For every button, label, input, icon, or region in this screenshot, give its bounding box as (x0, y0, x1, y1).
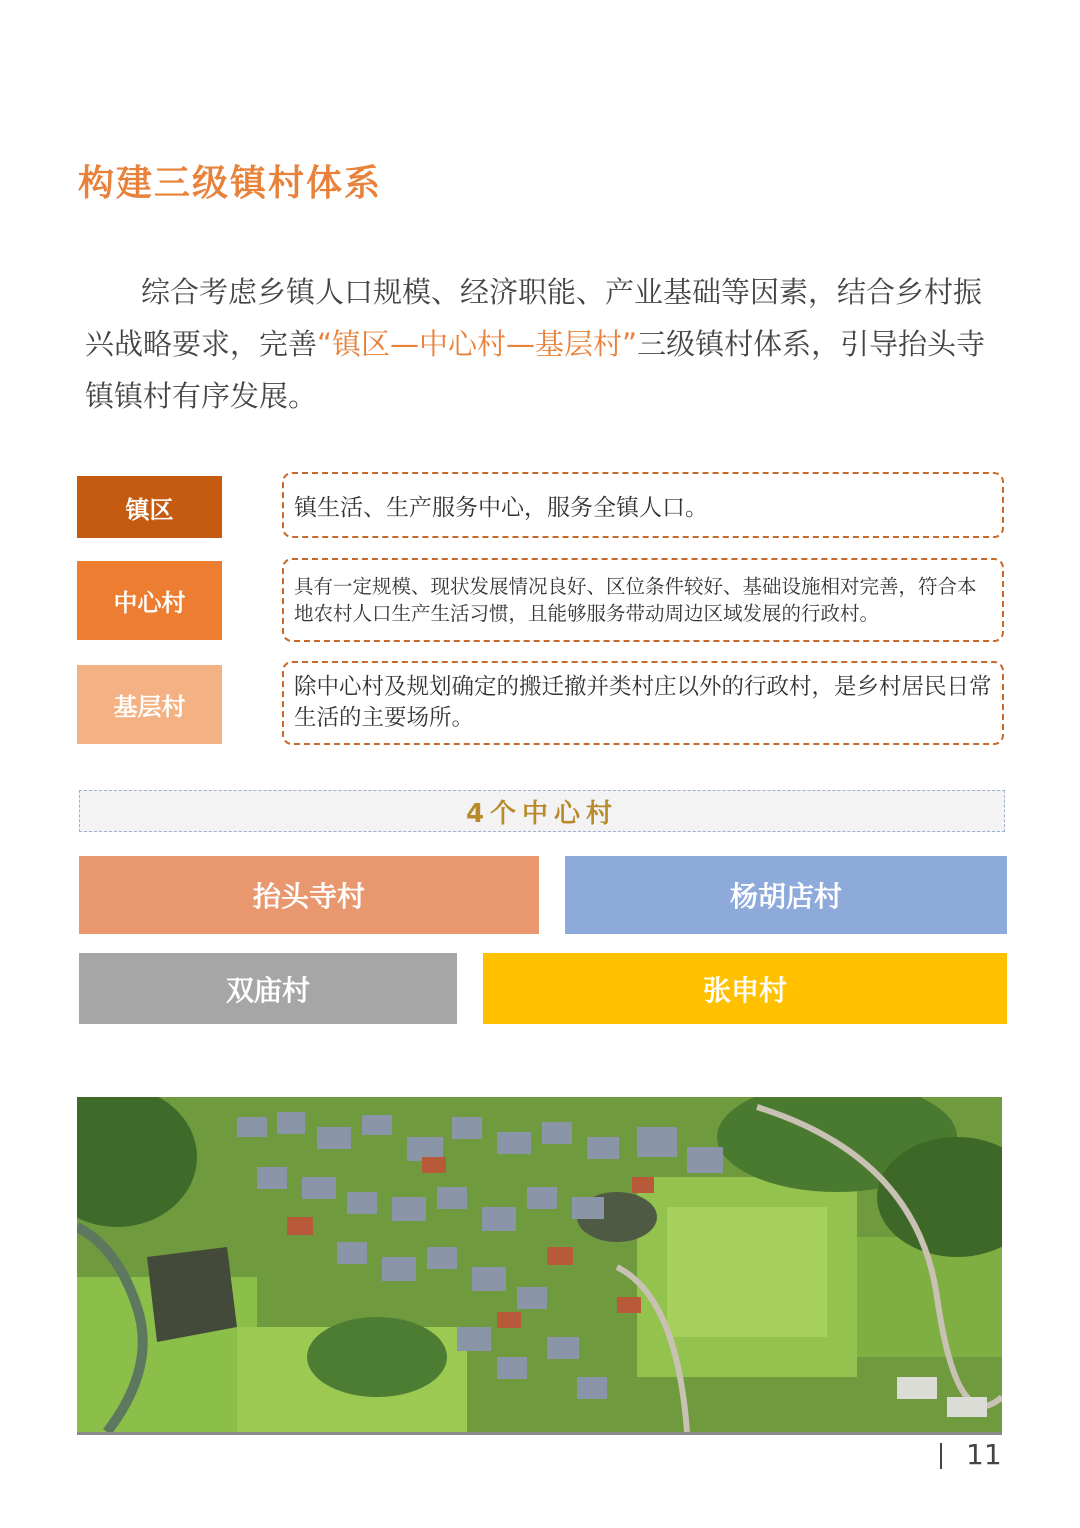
tier-label-town: 镇区 (77, 476, 222, 538)
tier-desc-center-village-text: 具有一定规模、现状发展情况良好、区位条件较好、基础设施相对完善，符合本地农村人口生产生活习惯，且能够服务带动周边区域发展的行政村。 (294, 575, 977, 625)
page-number (940, 1438, 1002, 1471)
tier-desc-center-village (282, 558, 1004, 642)
page-number-value: 11 (966, 1438, 1002, 1471)
tier-desc-base-village-text: 除中心村及规划确定的搬迁撤并类村庄以外的行政村，是乡村居民日常生活的主要场所。 (294, 674, 992, 731)
tier-label-center-village: 中心村 (77, 561, 222, 640)
center-village-banner: 4个中心村 (79, 790, 1005, 832)
tier-desc-town-text: 镇生活、生产服务中心，服务全镇人口。 (294, 494, 708, 521)
section-title: 构建三级镇村体系 (78, 163, 383, 204)
tier-desc-town (282, 472, 1004, 538)
village-yanghudian: 杨胡店村 (565, 856, 1007, 934)
paragraph-text-before: 综合考虑乡镇人口规模、经济职能、产业基础等因素，结合乡村振兴战略要求，完善 (85, 275, 983, 361)
paragraph-highlight: “镇区—中心村—基层村” (317, 327, 638, 361)
paragraph-text-after: 三级镇村体系，引导抬头寺镇镇村有序发展。 (85, 327, 986, 413)
aerial-village-photo (77, 1097, 1002, 1435)
village-taitousi: 抬头寺村 (79, 856, 539, 934)
village-zhangshen: 张申村 (483, 953, 1007, 1024)
village-shuangmiao: 双庙村 (79, 953, 457, 1024)
tier-desc-base-village (282, 661, 1004, 745)
intro-paragraph (85, 266, 1000, 422)
aerial-photo-illustration (77, 1097, 1002, 1432)
page-number-divider (940, 1443, 942, 1469)
tier-label-base-village: 基层村 (77, 665, 222, 744)
